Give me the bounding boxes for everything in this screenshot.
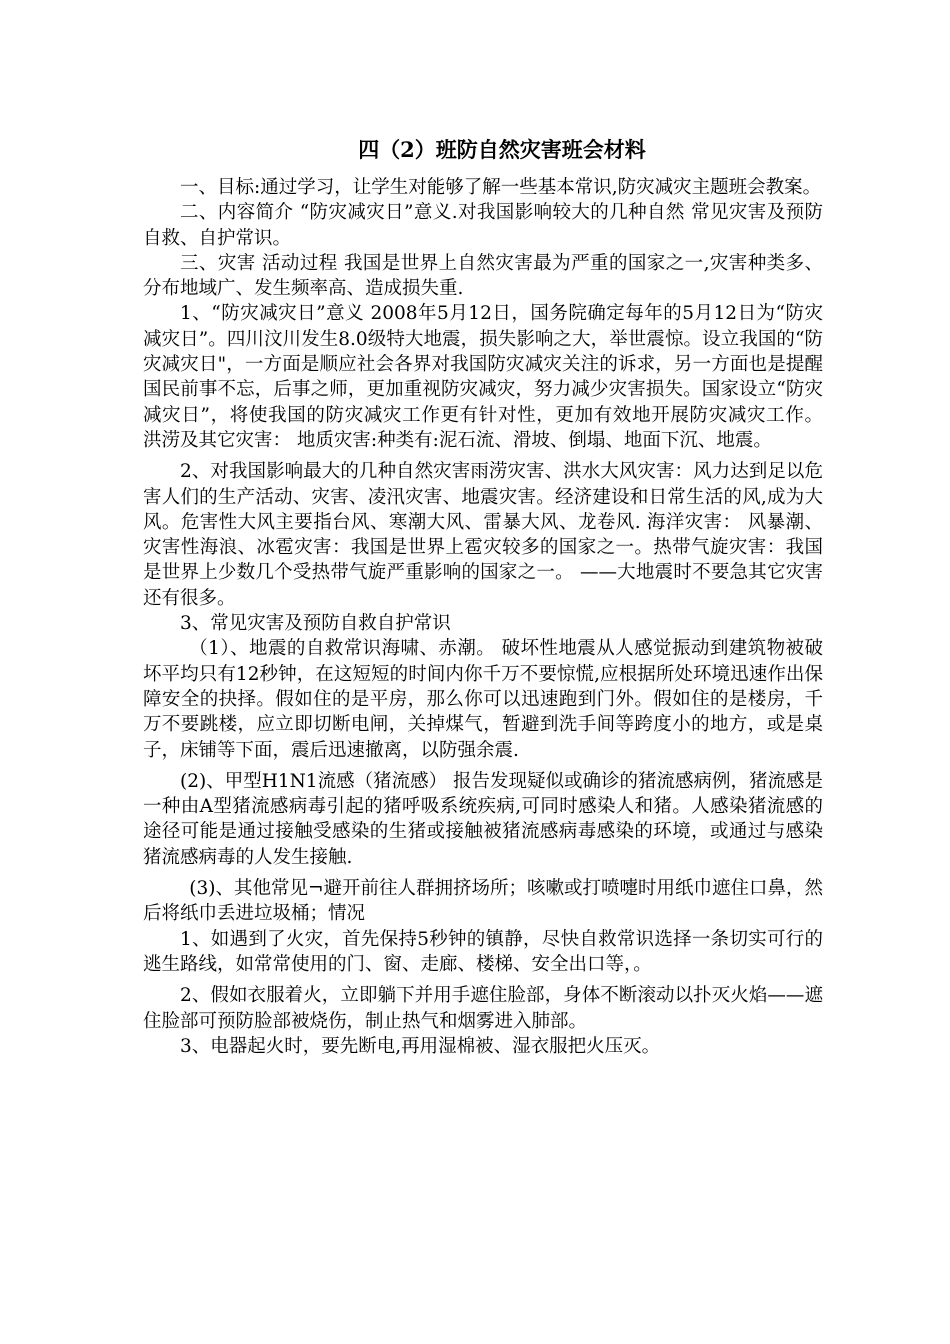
paragraph-other-common: (3)、其他常见¬避开前往人群拥挤场所；咳嗽或打喷嚏时用纸巾遮住口鼻，然后将纸巾丢进垃圾桶；情况 [143, 878, 823, 925]
paragraph-h1n1: (2)、甲型H1N1流感（猪流感） 报告发现疑似或确诊的猪流感病例，猪流感是一种由A型猪流感病毒引起的猪呼吸系统疾病,可同时感染人和猪。人感染猪流感的途径可能是通过接触受感染的生猪或接触被猪流感病毒感染的环境，或通过与感染猪流感病毒的人发生接触. [143, 770, 823, 868]
paragraph-electrical-fire: 3、电器起火时，要先断电,再用湿棉被、湿衣服把火压灭。 [180, 1035, 661, 1057]
paragraph-disaster-process: 三、灾害 活动过程 我国是世界上自然灾害最为严重的国家之一,灾害种类多、分布地域广、发生频率高、造成损失重. [143, 252, 823, 300]
paragraph-common-knowledge: 3、常见灾害及预防自救自护常识 [180, 613, 451, 635]
paragraph-content-intro: 二、内容简介 “防灾减灾日”意义.对我国影响较大的几种自然 常见灾害及预防自救、自护常识。 [143, 202, 823, 249]
document-title: 四（2）班防自然灾害班会材料 [358, 137, 646, 162]
paragraph-major-disasters: 2、对我国影响最大的几种自然灾害雨涝灾害、洪水大风灾害：风力达到足以危害人们的生产活动、灾害、凌汛灾害、地震灾害。经济建设和日常生活的风,成为大风。危害性大风主要指台风、寒潮大风、雷暴大风、龙卷风. 海洋灾害： 风暴潮、灾害性海浪、冰雹灾害：我国是世界上雹灾较多的国家之一。热带气旋灾害：我国是世界上少数几个受热带气旋严重影响的国家之一。 ——大地震时不要急其它灾害还有很多。 [143, 461, 823, 609]
paragraph-earthquake: （1）、地震的自救常识海啸、赤潮。 破坏性地震从人感觉振动到建筑物被破坏平均只有12秒钟，在这短短的时间内你千万不要惊慌,应根据所处环境迅速作出保障安全的抉择。假如住的是平房，那么你可以迅速跑到门外。假如住的是楼房，千万不要跳楼，应立即切断电闸，关掉煤气，暂避到洗手间等跨度小的地方，或是桌子，床铺等下面，震后迅速撤离，以防强余震. [143, 638, 823, 761]
paragraph-clothes-fire: 2、假如衣服着火，立即躺下并用手遮住脸部，身体不断滚动以扑灭火焰——遮住脸部可预防脸部被烧伤，制止热气和烟雾进入肺部。 [143, 985, 823, 1032]
document-body [143, 175, 823, 1059]
paragraph-disaster-day: 1、“防灾减灾日”意义 2008年5月12日，国务院确定每年的5月12日为“防灾减灾日”。四川汶川发生8.0级特大地震，损失影响之大，举世震惊。设立我国的“防灾减灾日"，一方面是顺应社会各界对我国防灾减灾关注的诉求，另一方面也是提醒国民前事不忘，后事之师，更加重视防灾减灾，努力减少灾害损失。国家设立“防灾减灾日”，将使我国的防灾减灾工作更有针对性，更加有效地开展防灾减灾工作。 洪涝及其它灾害： 地质灾害:种类有:泥石流、滑坡、倒塌、地面下沉、地震。 [143, 303, 823, 451]
paragraph-fire: 1、如遇到了火灾，首先保持5秒钟的镇静，尽快自救常识选择一条切实可行的逃生路线，如常常使用的门、窗、走廊、楼梯、安全出口等，。 [143, 928, 823, 975]
paragraph-objective: 一、目标:通过学习，让学生对能够了解一些基本常识,防灾减灾主题班会教案。 [180, 177, 822, 198]
